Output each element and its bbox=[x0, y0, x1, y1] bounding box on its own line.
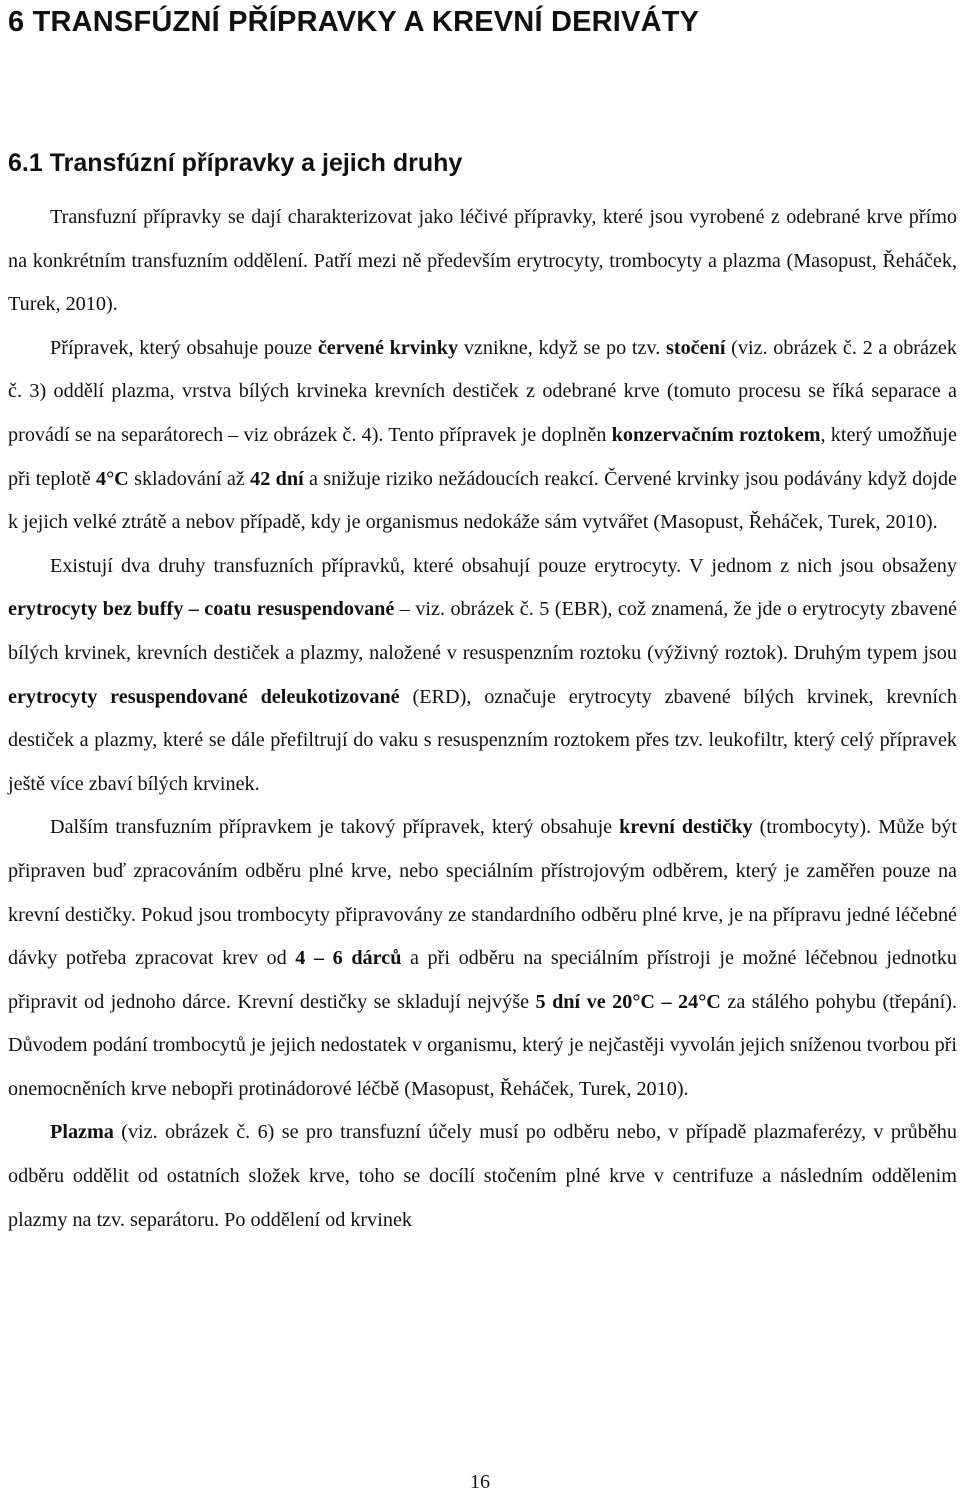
paragraph-3: Existují dva druhy transfuzních přípravků, které obsahují pouze erytrocyty. V jednom z nich jsou obsaženy erytrocyty bez buffy – coatu resuspendované – viz. obrázek č. 5 (EBR), což znamená, že jde o erytrocyty zbavené bílých krvinek, krevních destiček a plazmy, naložené v resuspenzním roztoku (výživný roztok). Druhým typem jsou erytrocyty resuspendované deleukotizované (ERD), označuje erytrocyty zbavené bílých krvinek, krevních destiček a plazmy, které se dále přefiltrují do vaku s resuspenzním roztokem přes tzv. leukofiltr, který celý přípravek ještě více zbaví bílých krvinek. bbox=[8, 554, 958, 795]
paragraph-2: Přípravek, který obsahuje pouze červené krvinky vznikne, když se po tzv. stočení (viz. obrázek č. 2 a obrázek č. 3) oddělí plazma, vrstva bílých krvineka krevních destiček z odebrané krve (tomuto procesu se říká separace a provádí se na separátorech – viz obrázek č. 4). Tento přípravek je doplněn konzervačním roztokem, který umožňuje při teplotě 4°C skladování až 42 dní a snižuje riziko nežádoucích reakcí. Červené krvinky jsou podávány když dojde k jejich velké ztrátě a nebov případě, kdy je organismus nedokáže sám vytvářet (Masopust, Řeháček, Turek, 2010). bbox=[8, 336, 958, 534]
body-text bbox=[8, 196, 957, 1242]
paragraph-4: Dalším transfuzním přípravkem je takový přípravek, který obsahuje krevní destičky (trombocyty). Může být připraven buď zpracováním odběru plné krve, nebo speciálním přístrojovým odběrem, který je zaměřen pouze na krevní destičky. Pokud jsou trombocyty připravovány ze standardního odběru plné krve, je na přípravu jedné léčebné dávky potřeba zpracovat krev od 4 – 6 dárců a při odběru na speciálním přístroji je možné léčebnou jednotku připravit od jednoho dárce. Krevní destičky se skladují nejvýše 5 dní ve 20°C – 24°C za stálého pohybu (třepání). Důvodem podání trombocytů je jejich nedostatek v organismu, který je nejčastěji vyvolán jejich sníženou tvorbou při onemocněních krve nebopři protinádorové léčbě (Masopust, Řeháček, Turek, 2010). bbox=[8, 816, 958, 1100]
chapter-title: 6 TRANSFÚZNÍ PŘÍPRAVKY A KREVNÍ DERIVÁTY bbox=[8, 6, 700, 38]
paragraph-1: Transfuzní přípravky se dají charakterizovat jako léčivé přípravky, které jsou vyrobené z odebrané krve přímo na konkrétním transfuzním oddělení. Patří mezi ně především erytrocyty, trombocyty a plazma (Masopust, Řeháček, Turek, 2010). bbox=[8, 206, 957, 316]
page-number: 16 bbox=[470, 1471, 490, 1493]
paragraph-5: Plazma (viz. obrázek č. 6) se pro transfuzní účely musí po odběru nebo, v případě plazmaferézy, v průběhu odběru oddělit od ostatních složek krve, toho se docílí stočením plné krve v centrifuze a následním oddělenim plazmy na tzv. separátoru. Po oddělení od krvinek bbox=[8, 1121, 957, 1231]
section-title: 6.1 Transfúzní přípravky a jejich druhy bbox=[8, 149, 463, 177]
